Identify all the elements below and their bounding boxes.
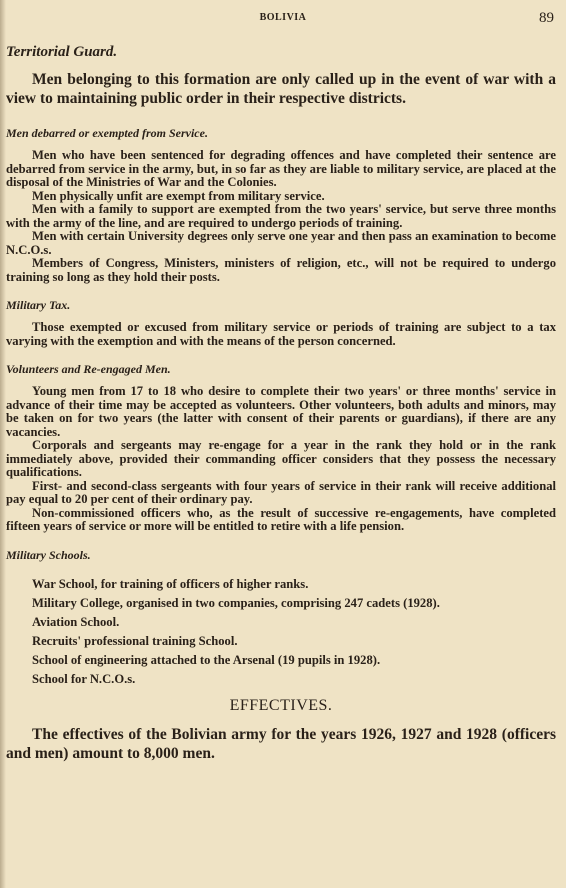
paragraph: Men with a family to support are exempted from the two years' service, but serve three months with the army of the line, and are required to undergo periods of training. [6,202,556,230]
section-debarred-exempted [6,126,556,284]
list-item: War School, for training of officers of higher ranks. [32,576,309,591]
paragraph: Non-commissioned officers who, as the result of successive re-engagements, have completed fifteen years of service or more will be entitled to retire with a life pension. [6,505,556,533]
section-volunteers [6,362,556,534]
section-heading: EFFECTIVES. [229,696,333,714]
list-item: Military College, organised in two companies, comprising 247 cadets (1928). [32,595,440,610]
list-item: School of engineering attached to the Arsenal (19 pupils in 1928). [32,652,381,667]
list-item: Recruits' professional training School. [32,633,238,648]
page-number: 89 [539,10,554,26]
schools-list [6,575,556,689]
section-heading: Military Tax. [6,298,71,312]
paragraph: Corporals and sergeants may re-engage for a year in the rank they hold or in the rank immediately above, provided their commanding officer considers that they possess the necessary qualifications. [6,438,556,479]
paragraph: Members of Congress, Ministers, ministers of religion, etc., will not be required to undergo training so long as they hold their posts. [6,256,556,284]
paragraph: Men physically unfit are exempt from military service. [32,188,325,203]
paragraph: Young men from 17 to 18 who desire to complete their two years' or three months' service in advance of their time may be accepted as volunteers. Other volunteers, both adults and minors, may be taken on for two years (the latter with consent of their parents or guardians), if there are any vacancies. [6,384,556,439]
paragraph: The effectives of the Bolivian army for the years 1926, 1927 and 1928 (officers and men) amount to 8,000 men. [6,725,556,762]
section-effectives [6,697,556,763]
running-head: BOLIVIA [259,12,307,23]
section-heading: Military Schools. [6,547,91,562]
paragraph: Men with certain University degrees only serve one year and then pass an examination to become N.C.O.s. [6,229,556,257]
page-content [6,44,556,763]
section-military-schools [6,548,556,689]
paragraph: Men belonging to this formation are only called up in the event of war with a view to maintaining public order in their respective districts. [6,71,556,107]
section-heading: Men debarred or exempted from Service. [6,126,208,140]
list-item: Aviation School. [32,614,120,629]
paragraph: Men who have been sentenced for degrading offences and have completed their sentence are debarred from service in the army, but, in so far as they are liable to military service, are placed at the disposal of the Ministries of War and the Colonies. [6,148,556,189]
paragraph: First- and second-class sergeants with four years of service in their rank will receive additional pay equal to 20 per cent of their ordinary pay. [6,478,556,506]
page-header [0,10,566,30]
list-item: School for N.C.O.s. [32,671,136,686]
paragraph: Those exempted or excused from military service or periods of training are subject to a tax varying with the exemption and with the means of the person concerned. [6,320,556,348]
section-military-tax [6,298,556,348]
section-territorial-guard [6,44,556,108]
section-heading: Territorial Guard. [6,44,118,60]
section-heading: Volunteers and Re-engaged Men. [6,362,171,376]
